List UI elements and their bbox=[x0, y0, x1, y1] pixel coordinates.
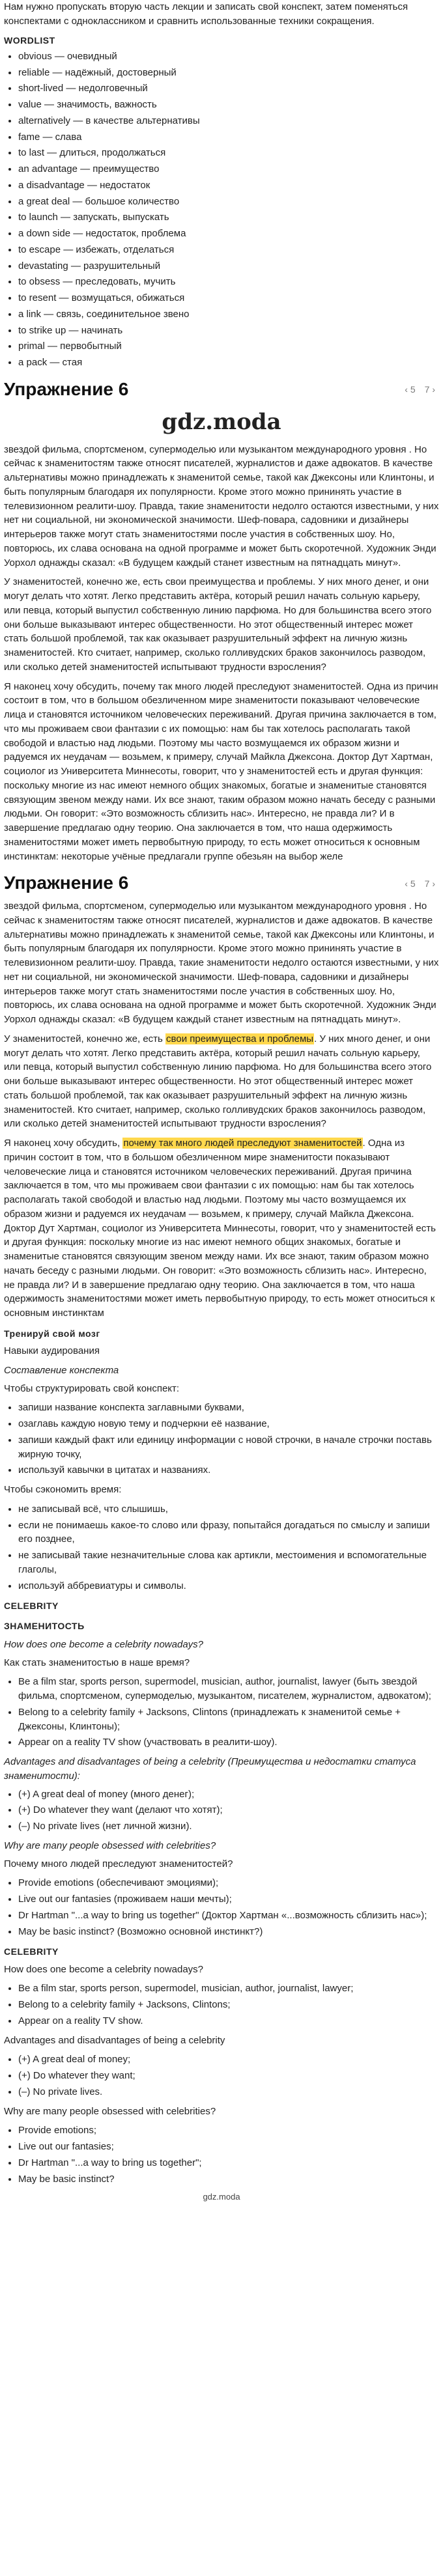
wordlist-title: WORDLIST bbox=[4, 35, 55, 46]
list-item: • short-lived — недолговечный bbox=[18, 81, 439, 96]
exercise-title: Упражнение 6 bbox=[4, 873, 129, 893]
list-item: • to last — длиться, продолжаться bbox=[18, 146, 439, 160]
answer-list bbox=[4, 2052, 439, 2099]
exercise-paragraph: Я наконец хочу обсудить, почему так много людей преследуют знаменитостей. Одна из причин состоит в том, что в большом обезличенном мире знаменитости показывают человеческие лица и становятся источником человеческих переживаний. Другая причина заключается в том, что мы проживаем свои фантазии с их помощью: нам бы так хотелось располагать такой свободой и властью над людьми. Поэтому мы часто возмущаемся их образом жизни и радуемся их неудачам — возьмем, к примеру, случай Майкла Джексона. Доктор Дут Хартман, социолог из Университета Миннесоты, говорит, что у знаменитостей есть и другая функция: поскольку многие из нас имеют немного общих знакомых, богатые и знаменитые становятся связующим звеном между нами. Их все знают, таким образом можно начать беседу с разными людьми. Он говорит: «Это возможность сблизить нас». Интересно, не правда ли? И в завершение предлагаю одну теорию. Она заключается в том, что наша одержимость знаменитостями может иметь первобытную природу, то есть может относиться к основным инстинктам: некоторые учёные предлагали группе обезьян на выбор желе bbox=[4, 680, 438, 862]
list-item: • Appear on a reality TV show. bbox=[18, 2014, 439, 2028]
exercise-title: Упражнение 6 bbox=[4, 378, 129, 399]
time-intro: Чтобы сэкономить время: bbox=[4, 1484, 122, 1496]
list-item: • May be basic instinct? bbox=[18, 2172, 439, 2187]
list-item: • Be a film star, sports person, supermodel, musician, author, journalist, lawyer (быть звездой фильма, спортсменом, супермоделью, музыкантом, писателем, журналистом, адвокатом); bbox=[18, 1675, 439, 1703]
exercise-paragraph: Я наконец хочу обсудить, почему так много людей преследуют знаменитостей. Одна из причин состоит в том, что в большом обезличенном мире знаменитости показывают человеческие лица и становятся источником человеческих переживаний. Другая причина заключается в том, что мы проживаем свои фантазии с их помощью: нам бы так хотелось располагать такой свободой и властью над людьми. Поэтому мы часто возмущаемся их образом жизни и радуемся их неудачам — возьмем, к примеру, случай Майкла Джексона. Доктор Дут Хартман, социолог из Университета Миннесоты, говорит, что у знаменитостей есть и другая функция: поскольку многие из нас имеют немного общих знакомых, богатые и знаменитые становятся связующим звеном между нами. Их все знают, таким образом можно начать беседу с разными людьми. Он говорит: «Это возможность сблизить нас». Интересно, не правда ли? И в завершение предлагаю одну теорию. Она заключается в том, что наша одержимость знаменитостями может иметь первобытную природу, то есть может относиться к основным инстинктам bbox=[4, 1138, 436, 1319]
list-item: • запиши название конспекта заглавными буквами, bbox=[18, 1401, 439, 1415]
list-item: • Dr Hartman "...a way to bring us together" (Доктор Хартман «...возможность сблизить нас»); bbox=[18, 1909, 439, 1923]
prev-exercise-link[interactable]: ‹ 5 bbox=[405, 878, 416, 889]
list-item: • primal — первобытный bbox=[18, 339, 439, 354]
question: How does one become a celebrity nowadays? bbox=[4, 1638, 204, 1650]
list-item: • если не понимаешь какое-то слово или фразу, попытайся догадаться по смыслу и запиши его позднее, bbox=[18, 1519, 439, 1547]
answer-list bbox=[4, 1787, 439, 1834]
watermark: gdz.moda bbox=[162, 409, 281, 436]
list-item: • Provide emotions; bbox=[18, 2123, 439, 2138]
list-item: • May be basic instinct? (Возможно основной инстинкт?) bbox=[18, 1925, 439, 1939]
list-item: • a great deal — большое количество bbox=[18, 195, 439, 209]
list-item: • Dr Hartman "...a way to bring us together"; bbox=[18, 2156, 439, 2170]
skills-subtitle: Навыки аудирования bbox=[4, 1345, 100, 1357]
list-item: • fame — слава bbox=[18, 130, 439, 145]
list-item: • (+) Do whatever they want (делают что хотят); bbox=[18, 1803, 439, 1817]
list-item: • Appear on a reality TV show (участвовать в реалити-шоу). bbox=[18, 1735, 439, 1750]
answer-list bbox=[4, 1981, 439, 2028]
skills-title: Тренируй свой мозг bbox=[4, 1328, 100, 1339]
list-item: • reliable — надёжный, достоверный bbox=[18, 66, 439, 80]
list-item: • (+) A great deal of money; bbox=[18, 2052, 439, 2067]
list-item: • a pack — стая bbox=[18, 356, 439, 370]
answer-list bbox=[4, 2123, 439, 2186]
list-item: • alternatively — в качестве альтернативы bbox=[18, 114, 439, 128]
exercise-paragraph: У знаменитостей, конечно же, есть свои преимущества и проблемы. У них много денег, и они могут делать что хотят. Легко представить актёра, который решил начать сольную карьеру, или певца, который выпустил собственную линию парфюма. Но для большинства всего этого они больше выказывают интерес общественности. Но этот общественный интерес может стать большой проблемой, так как оказывает разрушительный эффект на личную жизнь знаменитостей. Кто считает, например, сколько голливудских браков закончилось разводом, или сколько детей знаменитостей испытывают трудности взросления? bbox=[4, 576, 432, 673]
list-item: • (+) Do whatever they want; bbox=[18, 2069, 439, 2083]
list-item: • to strike up — начинать bbox=[18, 324, 439, 338]
en-notes-title: CELEBRITY bbox=[4, 1946, 59, 1957]
highlight: свои преимущества и проблемы bbox=[166, 1033, 314, 1044]
list-item: • obvious — очевидный bbox=[18, 49, 439, 64]
ru-notes-title: CELEBRITY bbox=[4, 1601, 59, 1612]
next-exercise-link[interactable]: 7 › bbox=[424, 878, 435, 889]
question: How does one become a celebrity nowadays? bbox=[4, 1963, 204, 1975]
list-item: • Live out our fantasies (проживаем наши мечты); bbox=[18, 1892, 439, 1907]
list-item: • to resent — возмущаться, обижаться bbox=[18, 291, 439, 305]
list-item: • an advantage — преимущество bbox=[18, 162, 439, 176]
intro-text: Нам нужно пропускать вторую часть лекции и записать свой конспект, затем поменяться конспектами с одноклассником и сравнить использованные техники сокращения. bbox=[4, 1, 408, 27]
question: Advantages and disadvantages of being a celebrity (Преимущества и недостатки статуса знаменитости): bbox=[4, 1756, 416, 1782]
prev-exercise-link[interactable]: ‹ 5 bbox=[405, 384, 416, 395]
exercise-header bbox=[4, 376, 439, 403]
list-item: • a down side — недостаток, проблема bbox=[18, 227, 439, 241]
notes-intro: Чтобы структурировать свой конспект: bbox=[4, 1382, 180, 1394]
list-item: • используй аббревиатуры и символы. bbox=[18, 1579, 439, 1593]
list-item: • value — значимость, важность bbox=[18, 98, 439, 112]
next-exercise-link[interactable]: 7 › bbox=[424, 384, 435, 395]
exercise-paragraph: звездой фильма, спортсменом, супермоделью или музыкантом международного уровня . Но сейчас к знаменитостям также относят писателей, журналистов и даже адвокатов. В качестве альтернативы можно принадлежать к знаменитой семье, такой как Джексоны или Клинтоны, и быть популярным благодаря их популярности. Кроме этого можно прининять участие в телевизионном реалити-шоу. Правда, такие знаменитости недолго остаются известными, у них нет ни социальной, ни экономической значимости. Шеф-повара, садовники и дизайнеры интерьеров также могут стать знаменитостями после участия в собственных шоу. Но, повторюсь, их слава основана на одной программе и может быть скоротечной. Художник Энди Уорхол однажды сказал: «В будущем каждый станет известным на пятнадцать минут». bbox=[4, 901, 439, 1026]
list-item: • не записывай всё, что слышишь, bbox=[18, 1502, 439, 1517]
exercise-paragraph: У знаменитостей, конечно же, есть свои преимущества и проблемы. У них много денег, и они могут делать что хотят. Легко представить актёра, который решил начать сольную карьеру, или певца, который выпустил собственную линию парфюма. Но для большинства всего этого они больше выказывают интерес общественности. Но этот общественный интерес может стать большой проблемой, так как оказывает разрушительный эффект на личную жизнь знаменитостей. Кто считает, например, сколько голливудских браков закончилось разводом, или сколько детей знаменитостей испытывают трудности взросления? bbox=[4, 1033, 432, 1130]
ru-notes-subtitle: ЗНАМЕНИТОСТЬ bbox=[4, 1620, 85, 1631]
notes-list bbox=[4, 1401, 439, 1477]
list-item: • Live out our fantasies; bbox=[18, 2140, 439, 2154]
list-item: • a disadvantage — недостаток bbox=[18, 178, 439, 193]
list-item: • (+) A great deal of money (много денег); bbox=[18, 1787, 439, 1802]
answer-list bbox=[4, 1876, 439, 1939]
list-item: • Be a film star, sports person, supermodel, musician, author, journalist, lawyer; bbox=[18, 1981, 439, 1996]
answer-list bbox=[4, 1675, 439, 1750]
question: Why are many people obsessed with celebrities? bbox=[4, 2105, 216, 2117]
exercise-pager bbox=[405, 877, 435, 890]
list-item: • to obsess — преследовать, мучить bbox=[18, 275, 439, 289]
list-item: • (–) No private lives (нет личной жизни). bbox=[18, 1819, 439, 1834]
list-item: • (–) No private lives. bbox=[18, 2085, 439, 2099]
list-item: • Belong to a celebrity family + Jacksons, Clintons (принадлежать к знаменитой семье + Джексоны, Клинтоны); bbox=[18, 1705, 439, 1734]
question: Why are many people obsessed with celebrities? bbox=[4, 1840, 216, 1851]
list-item: • to launch — запускать, выпускать bbox=[18, 210, 439, 225]
highlight: почему так много людей преследуют знаменитостей bbox=[123, 1138, 362, 1149]
question-ru: Как стать знаменитостью в наше время? bbox=[4, 1657, 190, 1668]
list-item: • to escape — избежать, отделаться bbox=[18, 243, 439, 257]
list-item: • Provide emotions (обеспечивают эмоциями); bbox=[18, 1876, 439, 1890]
list-item: • Belong to a celebrity family + Jacksons, Clintons; bbox=[18, 1998, 439, 2012]
question-ru: Почему много людей преследуют знаменитостей? bbox=[4, 1858, 233, 1869]
list-item: • запиши каждый факт или единицу информации с новой строчки, в начале строчки поставь жирную точку, bbox=[18, 1433, 439, 1462]
notes-title: Составление конспекта bbox=[4, 1364, 119, 1376]
list-item: • используй кавычки в цитатах и названиях. bbox=[18, 1463, 439, 1477]
wordlist bbox=[4, 49, 439, 370]
list-item: • a link — связь, соединительное звено bbox=[18, 307, 439, 322]
exercise-paragraph: звездой фильма, спортсменом, супермоделью или музыкантом международного уровня . Но сейчас к знаменитостям также относят писателей, журналистов и даже адвокатов. В качестве альтернативы можно принадлежать к знаменитой семье, такой как Джексоны или Клинтоны, и быть популярным благодаря их популярности. Кроме этого можно прининять участие в телевизионном реалити-шоу. Правда, такие знаменитости недолго остаются известными, у них нет ни социальной, ни экономической значимости. Шеф-повара, садовники и дизайнеры интерьеров также могут стать знаменитостями после участия в собственных шоу. Но, повторюсь, их слава основана на одной программе и может быть скоротечной. Художник Энди Уорхол однажды сказал: «В будущем каждый станет известным на пятнадцать минут». bbox=[4, 443, 439, 568]
list-item: • озаглавь каждую новую тему и подчеркни её название, bbox=[18, 1417, 439, 1431]
list-item: • devastating — разрушительный bbox=[18, 259, 439, 273]
watermark-small: gdz.moda bbox=[203, 2192, 240, 2202]
time-list bbox=[4, 1502, 439, 1593]
exercise-header bbox=[4, 870, 439, 897]
list-item: • не записывай такие незначительные слова как артикли, местоимения и вспомогательные глаголы, bbox=[18, 1548, 439, 1577]
question: Advantages and disadvantages of being a celebrity bbox=[4, 2034, 225, 2046]
exercise-pager bbox=[405, 383, 435, 396]
